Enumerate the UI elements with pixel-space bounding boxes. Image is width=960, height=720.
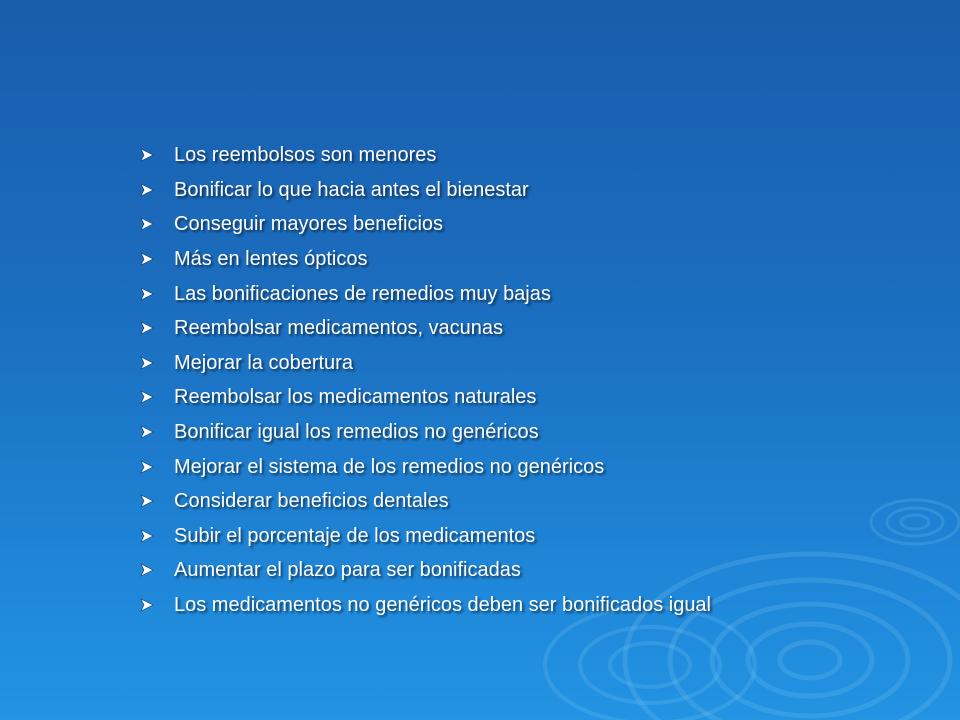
bullet-text: Mejorar el sistema de los remedios no genéricos <box>174 455 605 478</box>
arrowhead-bullet-icon <box>140 529 154 543</box>
arrowhead-bullet-icon <box>140 460 154 474</box>
arrowhead-bullet-icon <box>140 494 154 508</box>
bullet-text: Bonificar lo que hacia antes el bienestar <box>174 178 529 201</box>
arrowhead-bullet-icon <box>140 390 154 404</box>
arrowhead-bullet-icon <box>140 287 154 301</box>
bullet-text: Reembolsar los medicamentos naturales <box>174 386 537 409</box>
arrowhead-bullet-icon <box>140 598 154 612</box>
arrowhead-bullet-icon <box>140 321 154 335</box>
bullet-item <box>140 346 711 381</box>
bullet-text: Subir el porcentaje de los medicamentos <box>174 524 536 547</box>
bullet-item <box>140 380 711 415</box>
bullet-text: Bonificar igual los remedios no genéricos <box>174 421 539 444</box>
arrowhead-bullet-icon <box>140 252 154 266</box>
arrowhead-bullet-icon <box>140 183 154 197</box>
arrowhead-bullet-icon <box>140 563 154 577</box>
bullet-text: Considerar beneficios dentales <box>174 490 449 513</box>
bullet-item <box>140 138 711 173</box>
arrowhead-bullet-icon <box>140 425 154 439</box>
arrowhead-bullet-icon <box>140 148 154 162</box>
bullet-item <box>140 242 711 277</box>
bullet-text: Los reembolsos son menores <box>174 144 437 167</box>
bullet-item <box>140 415 711 450</box>
bullet-item <box>140 173 711 208</box>
bullet-item <box>140 276 711 311</box>
arrowhead-bullet-icon <box>140 217 154 231</box>
arrowhead-bullet-icon <box>140 356 154 370</box>
bullet-text: Conseguir mayores beneficios <box>174 213 444 236</box>
bullet-item <box>140 588 711 623</box>
bullet-text: Mejorar la cobertura <box>174 351 353 374</box>
bullet-item <box>140 484 711 519</box>
bullet-text: Más en lentes ópticos <box>174 248 368 271</box>
bullet-item <box>140 519 711 554</box>
bullet-text: Aumentar el plazo para ser bonificadas <box>174 559 521 582</box>
bullet-item <box>140 553 711 588</box>
bullet-item <box>140 311 711 346</box>
bullet-text: Los medicamentos no genéricos deben ser bonificados igual <box>174 594 712 617</box>
bullet-list <box>140 138 711 622</box>
bullet-text: Reembolsar medicamentos, vacunas <box>174 317 504 340</box>
bullet-item <box>140 449 711 484</box>
bullet-text: Las bonificaciones de remedios muy bajas <box>174 282 551 305</box>
bullet-item <box>140 207 711 242</box>
